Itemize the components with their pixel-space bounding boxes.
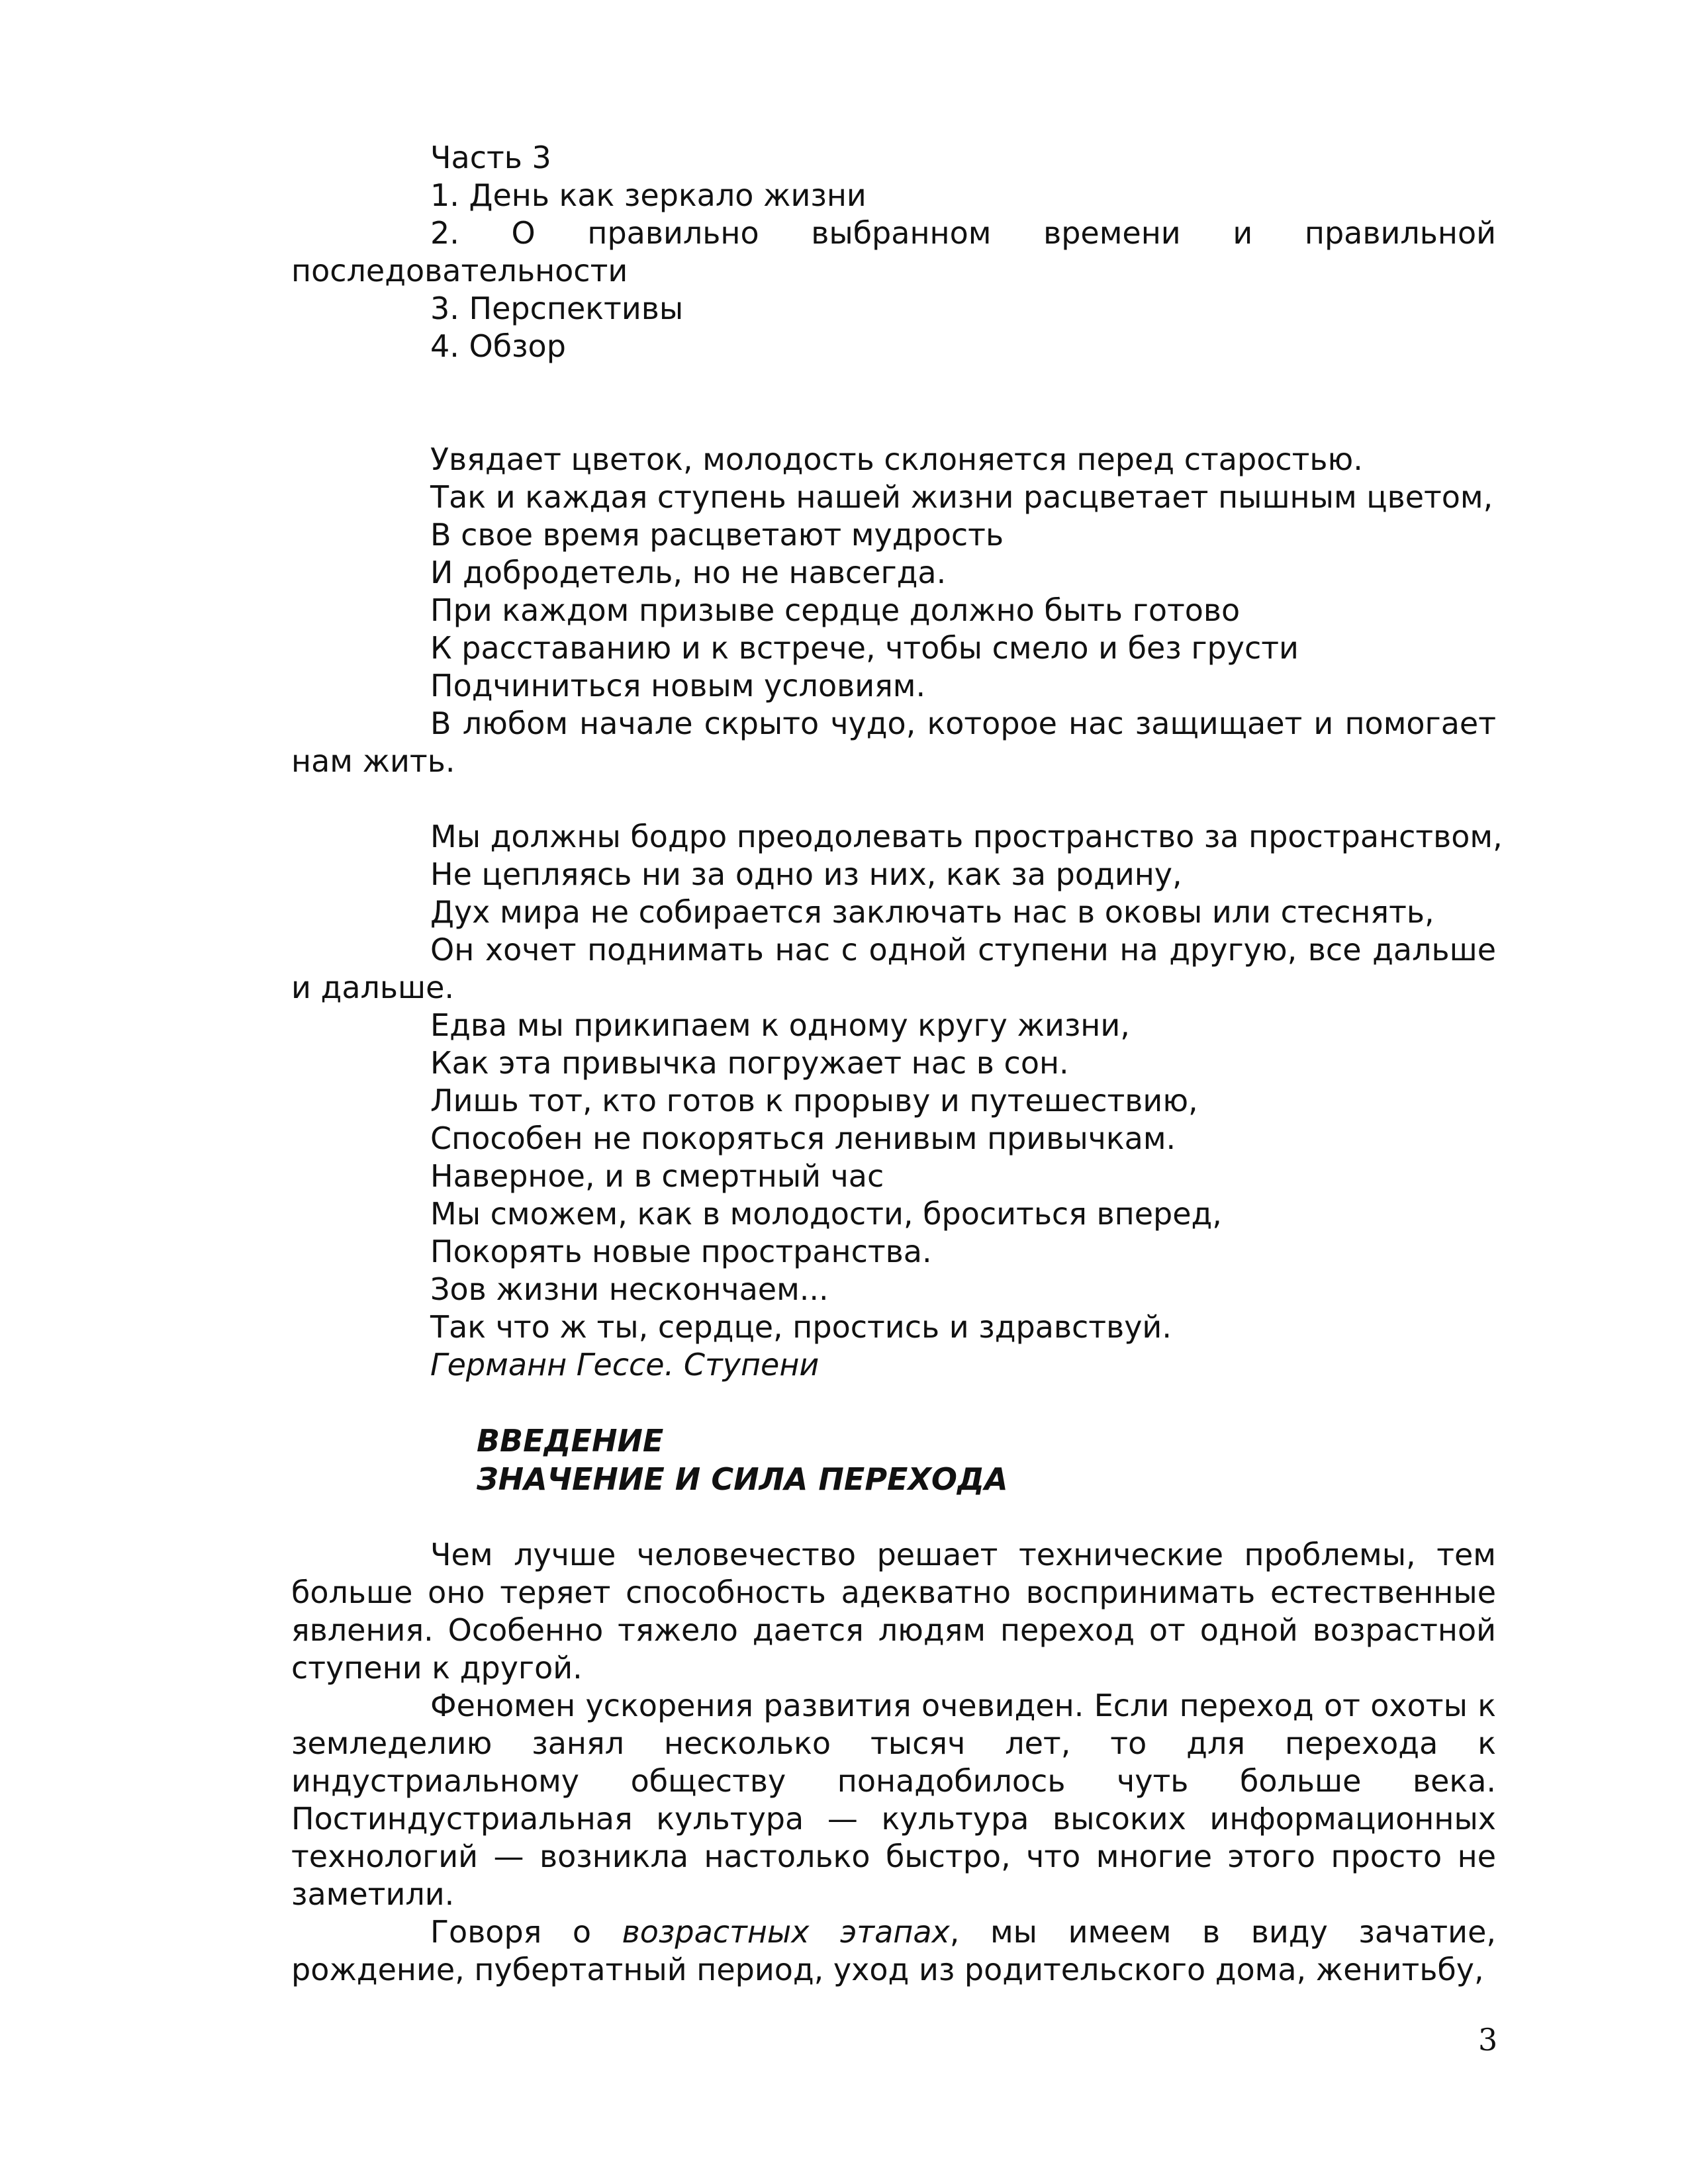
emphasis-text: возрастных этапах (622, 1914, 950, 1950)
poem-line: Наверное, и в смертный час (430, 1158, 884, 1194)
toc-item-4: 4. Обзор (430, 328, 566, 364)
toc-item-2: 2. О правильно выбранном времени и правильной последовательности (291, 215, 1496, 289)
poem-line: Подчиниться новым условиям. (430, 668, 926, 704)
poem-line: Способен не покоряться ленивым привычкам. (430, 1120, 1176, 1156)
toc-part-title: Часть 3 (430, 140, 551, 175)
page-content (291, 139, 1503, 1989)
poem-line-wrapped: Он хочет поднимать нас с одной ступени на другую, все дальше и дальше. (291, 932, 1496, 1005)
poem-line: Так и каждая ступень нашей жизни расцветает пышным цветом, (430, 479, 1493, 515)
poem-line: Так что ж ты, сердце, простись и здравствуй. (430, 1309, 1172, 1345)
section-subheading: ЗНАЧЕНИЕ И СИЛА ПЕРЕХОДА (477, 1461, 1008, 1497)
poem-line-wrapped: В любом начале скрыто чудо, которое нас защищает и помогает нам жить. (291, 705, 1496, 779)
toc-item-1: 1. День как зеркало жизни (430, 177, 867, 213)
poem-line: И добродетель, но не навсегда. (430, 555, 947, 590)
poem-line: Едва мы прикипаем к одному кругу жизни, (430, 1007, 1130, 1043)
body-paragraph-3 (291, 1913, 1496, 1989)
poem-line: Лишь тот, кто готов к прорыву и путешествию, (430, 1083, 1198, 1118)
poem-line: Увядает цветок, молодость склоняется перед старостью. (430, 441, 1363, 477)
spacer (291, 365, 1496, 441)
poem-line: Как эта привычка погружает нас в сон. (430, 1045, 1069, 1081)
poem-line: В свое время расцветают мудрость (430, 517, 1004, 553)
page-number: 3 (1478, 2022, 1498, 2058)
poem-stanza-2 (291, 818, 1503, 1384)
body-paragraph-1: Чем лучше человечество решает технические проблемы, тем больше оно теряет способность адекватно воспринимать естественные явления. Особенно тяжело дается людям переход от одной возрастной ступени к другой. (291, 1537, 1496, 1686)
poem-line: Не цепляясь ни за одно из них, как за родину, (430, 856, 1182, 892)
poem-stanza-1 (291, 441, 1496, 780)
spacer (291, 780, 1496, 818)
spacer (291, 1384, 1496, 1422)
section-heading: ВВЕДЕНИЕ (477, 1423, 664, 1459)
toc-item-3: 3. Перспективы (430, 291, 684, 326)
poem-attribution: Германн Гессе. Ступени (430, 1347, 820, 1383)
poem-line: Мы должны бодро преодолевать пространство за пространством, (430, 819, 1503, 854)
poem-line: Покорять новые пространства. (430, 1234, 932, 1269)
poem-line: Зов жизни нескончаем... (430, 1271, 829, 1307)
paragraph-text: Говоря о (430, 1914, 592, 1950)
poem-line: Мы сможем, как в молодости, броситься вперед, (430, 1196, 1222, 1232)
poem-line: К расставанию и к встрече, чтобы смело и без грусти (430, 630, 1299, 666)
body-paragraph-2: Феномен ускорения развития очевиден. Если переход от охоты к земледелию занял несколько тысяч лет, то для перехода к индустриальному обществу понадобилось чуть больше века. Постиндустриальная культура — культура высоких информационных технологий — возникла настолько быстро, что многие этого просто не заметили. (291, 1688, 1496, 1912)
paragraph-text: , мы имеем в виду зачатие, рождение, пубертатный период, уход из родительского дома, женитьбу, (291, 1914, 1496, 1987)
spacer (291, 1498, 1496, 1536)
poem-line: При каждом призыве сердце должно быть готово (430, 592, 1241, 628)
poem-line: Дух мира не собирается заключать нас в оковы или стеснять, (430, 894, 1434, 930)
